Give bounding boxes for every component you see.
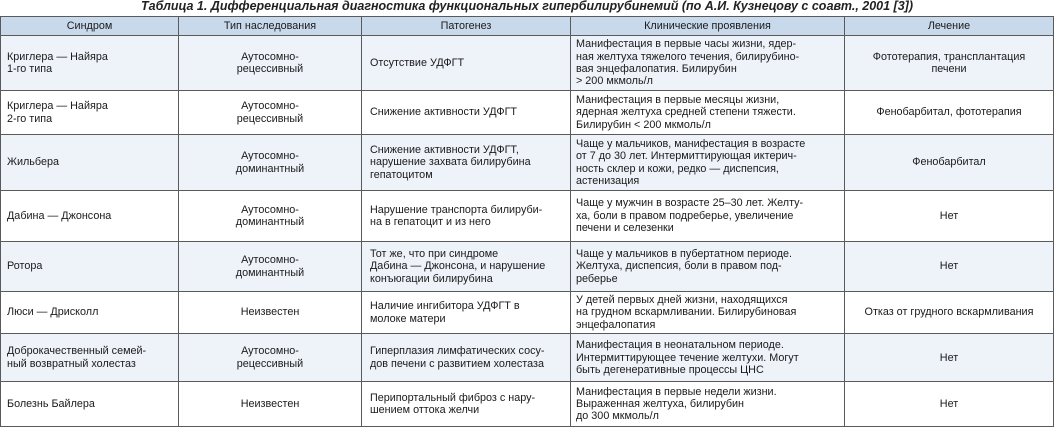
cell-clinical: Чаще у мальчиков в пубертатном периоде. Желтуха, диспепсия, боли в правом под- реберье <box>571 242 845 292</box>
table-row <box>1 382 1054 427</box>
cell-pathogenesis: Гиперплазия лимфатических сосу- дов печени с развитием холестаза <box>362 334 571 382</box>
cell-syndrome: Болезнь Байлера <box>1 382 179 427</box>
cell-treatment: Отказ от грудного вскармливания <box>845 292 1054 334</box>
cell-treatment: Нет <box>845 334 1054 382</box>
header-syndrome: Синдром <box>1 17 179 36</box>
cell-inheritance: Аутосомно- доминантный <box>179 135 362 191</box>
table-caption: Таблица 1. Дифференциальная диагностика функциональных гипербилирубинемий (по А.И. Кузнецову с соавт., 2001 [3]) <box>140 0 913 13</box>
cell-pathogenesis: Нарушение транспорта билируби- на в гепатоцит и из него <box>362 191 571 242</box>
table-row <box>1 36 1054 91</box>
table-row <box>1 191 1054 242</box>
cell-clinical: Манифестация в первые недели жизни. Выраженная желтуха, билирубин до 300 мкмоль/л <box>571 382 845 427</box>
cell-pathogenesis: Наличие ингибитора УДФГТ в молоке матери <box>362 292 571 334</box>
cell-inheritance: Аутосомно- доминантный <box>179 191 362 242</box>
cell-pathogenesis: Тот же, что при синдроме Дабина — Джонсона, и нарушение конъюгации билирубина <box>362 242 571 292</box>
cell-treatment: Фенобарбитал, фототерапия <box>845 91 1054 135</box>
cell-inheritance: Неизвестен <box>179 382 362 427</box>
cell-syndrome: Люси — Дрисколл <box>1 292 179 334</box>
cell-pathogenesis: Снижение активности УДФГТ, нарушение захвата билирубина гепатоцитом <box>362 135 571 191</box>
cell-treatment: Фенобарбитал <box>845 135 1054 191</box>
cell-inheritance: Аутосомно- рецессивный <box>179 91 362 135</box>
cell-treatment: Нет <box>845 382 1054 427</box>
cell-syndrome: Криглера — Найяра 1-го типа <box>1 36 179 91</box>
table-row <box>1 334 1054 382</box>
cell-treatment: Нет <box>845 242 1054 292</box>
cell-clinical: Манифестация в первые часы жизни, ядер- ная желтуха тяжелого течения, билирубино- вая энцефалопатия. Билирубин > 200 мкмоль/л <box>571 36 845 91</box>
cell-clinical: У детей первых дней жизни, находящихся на грудном вскармливании. Билирубиновая энцефалопатия <box>571 292 845 334</box>
header-pathogenesis: Патогенез <box>362 17 571 36</box>
table-row <box>1 135 1054 191</box>
cell-inheritance: Аутосомно- рецессивный <box>179 334 362 382</box>
cell-pathogenesis: Снижение активности УДФГТ <box>362 91 571 135</box>
header-row <box>1 17 1054 36</box>
cell-inheritance: Аутосомно- рецессивный <box>179 36 362 91</box>
cell-clinical: Чаще у мальчиков, манифестация в возрасте от 7 до 30 лет. Интермиттирующая иктерич- ность склер и кожи, редко — диспепсия, астенизация <box>571 135 845 191</box>
header-treatment: Лечение <box>845 17 1054 36</box>
cell-pathogenesis: Перипортальный фиброз с нару- шением оттока желчи <box>362 382 571 427</box>
diagnosis-table <box>0 16 1054 427</box>
table-row <box>1 292 1054 334</box>
cell-clinical: Манифестация в неонатальном периоде. Интермиттирующее течение желтухи. Могут быть дегенеративные процессы ЦНС <box>571 334 845 382</box>
table-body <box>1 36 1054 427</box>
cell-inheritance: Аутосомно- доминантный <box>179 242 362 292</box>
cell-treatment: Нет <box>845 191 1054 242</box>
cell-treatment: Фототерапия, трансплантация печени <box>845 36 1054 91</box>
table-row <box>1 242 1054 292</box>
cell-syndrome: Доброкачественный семей- ный возвратный холестаз <box>1 334 179 382</box>
cell-syndrome: Ротора <box>1 242 179 292</box>
header-inheritance: Тип наследования <box>179 17 362 36</box>
table-header <box>1 17 1054 36</box>
cell-syndrome: Жильбера <box>1 135 179 191</box>
cell-syndrome: Криглера — Найяра 2-го типа <box>1 91 179 135</box>
cell-clinical: Манифестация в первые месяцы жизни, ядерная желтуха средней степени тяжести. Билирубин < 200 мкмоль/л <box>571 91 845 135</box>
cell-clinical: Чаще у мужчин в возрасте 25–30 лет. Желту- ха, боли в правом подреберье, увеличение печени и селезенки <box>571 191 845 242</box>
cell-pathogenesis: Отсутствие УДФГТ <box>362 36 571 91</box>
table-row <box>1 91 1054 135</box>
cell-syndrome: Дабина — Джонсона <box>1 191 179 242</box>
header-clinical: Клинические проявления <box>571 17 845 36</box>
cell-inheritance: Неизвестен <box>179 292 362 334</box>
